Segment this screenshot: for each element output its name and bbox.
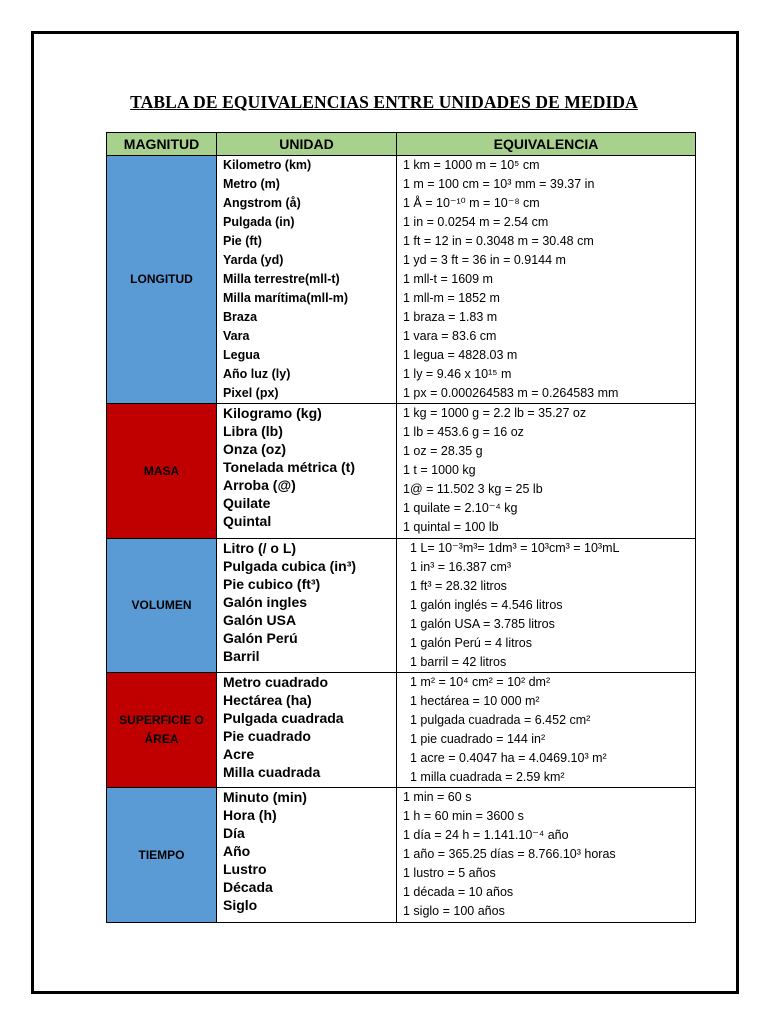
unidad-item: Kilometro (km) <box>223 158 312 172</box>
unidad-item: Pixel (px) <box>223 386 279 400</box>
equivalencia-item: 1 px = 0.000264583 m = 0.264583 mm <box>403 386 619 400</box>
unidad-item: Metro (m) <box>223 177 280 191</box>
unidad-item: Pie (ft) <box>223 234 262 248</box>
magnitud-cell <box>107 539 217 673</box>
unidad-item: Pulgada cuadrada <box>223 710 344 726</box>
unidad-item: Legua <box>223 348 260 362</box>
equivalencia-cell <box>397 539 696 673</box>
equivalencia-item: 1 pie cuadrado = 144 in² <box>410 732 546 746</box>
equivalencia-item: 1 quintal = 100 lb <box>403 520 499 534</box>
group-tiempo <box>107 788 696 923</box>
header-magnitud: MAGNITUD <box>107 133 217 156</box>
equivalencia-item: 1 lb = 453.6 g = 16 oz <box>403 425 524 439</box>
magnitud-cell <box>107 156 217 404</box>
equivalencia-item: 1 h = 60 min = 3600 s <box>403 809 524 823</box>
unidad-item: Galón ingles <box>223 594 308 610</box>
equivalencia-cell <box>397 673 696 788</box>
unidad-cell <box>217 404 397 539</box>
magnitud-label: LONGITUD <box>130 272 193 286</box>
equivalencia-item: 1 pulgada cuadrada = 6.452 cm² <box>410 713 591 727</box>
unidad-item: Milla marítima(mll-m) <box>223 291 349 305</box>
equivalencia-item: 1 década = 10 años <box>403 885 514 899</box>
equivalencia-item: 1 galón Perú = 4 litros <box>410 636 532 650</box>
magnitud-label: MASA <box>143 463 180 478</box>
equivalencia-item: 1 día = 24 h = 1.141.10⁻⁴ año <box>403 828 569 842</box>
equivalencia-item: 1 in = 0.0254 m = 2.54 cm <box>403 215 549 229</box>
magnitud-label-line1: SUPERFICIE O <box>119 713 204 727</box>
equivalencia-item: 1 ft = 12 in = 0.3048 m = 30.48 cm <box>403 234 594 248</box>
header-unidad: UNIDAD <box>217 133 397 156</box>
group-masa <box>107 404 696 539</box>
unidad-item: Pie cuadrado <box>223 728 311 744</box>
magnitud-label: VOLUMEN <box>131 598 192 612</box>
equivalencia-cell <box>397 156 696 404</box>
unidad-item: Pie cubico (ft³) <box>223 576 321 592</box>
magnitud-cell <box>107 788 217 923</box>
unidad-cell <box>217 673 397 788</box>
equivalencia-item: 1 lustro = 5 años <box>403 866 496 880</box>
unidad-item: Libra (lb) <box>223 423 283 439</box>
equivalencia-item: 1 año = 365.25 días = 8.766.10³ horas <box>403 847 616 861</box>
equivalencia-item: 1 galón inglés = 4.546 litros <box>410 598 563 612</box>
unidad-item: Hectárea (ha) <box>223 692 312 708</box>
unidad-item: Siglo <box>223 897 258 913</box>
unidad-item: Braza <box>223 310 258 324</box>
equivalencia-item: 1 oz = 28.35 g <box>403 444 483 458</box>
header-equivalencia: EQUIVALENCIA <box>397 133 696 156</box>
equivalencia-item: 1 Å = 10⁻¹⁰ m = 10⁻⁸ cm <box>403 196 540 210</box>
equivalencia-item: 1 min = 60 s <box>403 790 472 804</box>
unidad-item: Barril <box>223 648 260 664</box>
unidad-item: Yarda (yd) <box>223 253 284 267</box>
equivalence-table <box>106 132 696 923</box>
unidad-item: Pulgada cubica (in³) <box>223 558 357 574</box>
unidad-item: Angstrom (å) <box>223 196 301 210</box>
equivalencia-item: 1 yd = 3 ft = 36 in = 0.9144 m <box>403 253 566 267</box>
equivalencia-item: 1 galón USA = 3.785 litros <box>410 617 555 631</box>
equivalencia-item: 1 ly = 9.46 x 10¹⁵ m <box>403 367 512 381</box>
unidad-item: Onza (oz) <box>223 441 286 457</box>
unidad-item: Minuto (min) <box>223 789 307 805</box>
equivalencia-item: 1 legua = 4828.03 m <box>403 348 518 362</box>
equivalencia-item: 1 hectárea = 10 000 m² <box>410 694 540 708</box>
header-row <box>107 133 696 156</box>
equivalencia-item: 1 L= 10⁻³m³= 1dm³ = 10³cm³ = 10³mL <box>410 541 620 555</box>
unidad-item: Vara <box>223 329 250 343</box>
equivalencia-item: 1 quilate = 2.10⁻⁴ kg <box>403 501 518 515</box>
equivalencia-cell <box>397 404 696 539</box>
unidad-item: Metro cuadrado <box>223 674 329 690</box>
equivalencia-item: 1 mll-m = 1852 m <box>403 291 500 305</box>
unidad-item: Galón USA <box>223 612 297 628</box>
equivalencia-item: 1 m = 100 cm = 10³ mm = 39.37 in <box>403 177 595 191</box>
magnitud-label: TIEMPO <box>138 847 185 862</box>
equivalencia-item: 1 acre = 0.4047 ha = 4.0469.10³ m² <box>410 751 607 765</box>
equivalencia-item: 1 braza = 1.83 m <box>403 310 498 324</box>
unidad-item: Pulgada (in) <box>223 215 295 229</box>
unidad-item: Hora (h) <box>223 807 277 823</box>
unidad-item: Kilogramo (kg) <box>223 405 322 421</box>
unidad-item: Galón Perú <box>223 630 298 646</box>
unidad-cell <box>217 156 397 404</box>
equivalencia-item: 1 vara = 83.6 cm <box>403 329 497 343</box>
equivalencia-item: 1 siglo = 100 años <box>403 904 505 918</box>
unidad-item: Milla cuadrada <box>223 764 321 780</box>
unidad-item: Década <box>223 879 273 895</box>
unidad-item: Litro (/ o L) <box>223 540 297 556</box>
unidad-item: Día <box>223 825 245 841</box>
unidad-item: Quilate <box>223 495 271 511</box>
magnitud-cell <box>107 404 217 539</box>
unidad-item: Milla terrestre(mll-t) <box>223 272 340 286</box>
magnitud-cell <box>107 673 217 788</box>
group-volumen <box>107 539 696 673</box>
unidad-item: Año <box>223 843 251 859</box>
unidad-item: Acre <box>223 746 255 762</box>
unidad-cell <box>217 539 397 673</box>
equivalencia-cell <box>397 788 696 923</box>
group-superficie <box>107 673 696 788</box>
equivalencia-item: 1 t = 1000 kg <box>403 463 476 477</box>
equivalencia-item: 1@ = 11.502 3 kg = 25 lb <box>403 482 543 496</box>
document-title: TABLA DE EQUIVALENCIAS ENTRE UNIDADES DE MEDIDA <box>130 92 638 112</box>
unidad-item: Año luz (ly) <box>223 367 291 381</box>
equivalencia-item: 1 mll-t = 1609 m <box>403 272 493 286</box>
unidad-item: Lustro <box>223 861 267 877</box>
unidad-item: Quintal <box>223 513 272 529</box>
equivalencia-item: 1 milla cuadrada = 2.59 km² <box>410 770 565 784</box>
equivalencia-item: 1 m² = 10⁴ cm² = 10² dm² <box>410 675 551 689</box>
unidad-item: Arroba (@) <box>223 477 296 493</box>
equivalencia-item: 1 ft³ = 28.32 litros <box>410 579 507 593</box>
equivalencia-item: 1 km = 1000 m = 10⁵ cm <box>403 158 540 172</box>
unidad-cell <box>217 788 397 923</box>
equivalencia-item: 1 in³ = 16.387 cm³ <box>410 560 512 574</box>
unidad-item: Tonelada métrica (t) <box>223 459 355 475</box>
group-longitud <box>107 156 696 404</box>
equivalencia-item: 1 kg = 1000 g = 2.2 lb = 35.27 oz <box>403 406 587 420</box>
magnitud-label-line2: ÁREA <box>144 732 179 746</box>
equivalencia-item: 1 barril = 42 litros <box>410 655 507 669</box>
